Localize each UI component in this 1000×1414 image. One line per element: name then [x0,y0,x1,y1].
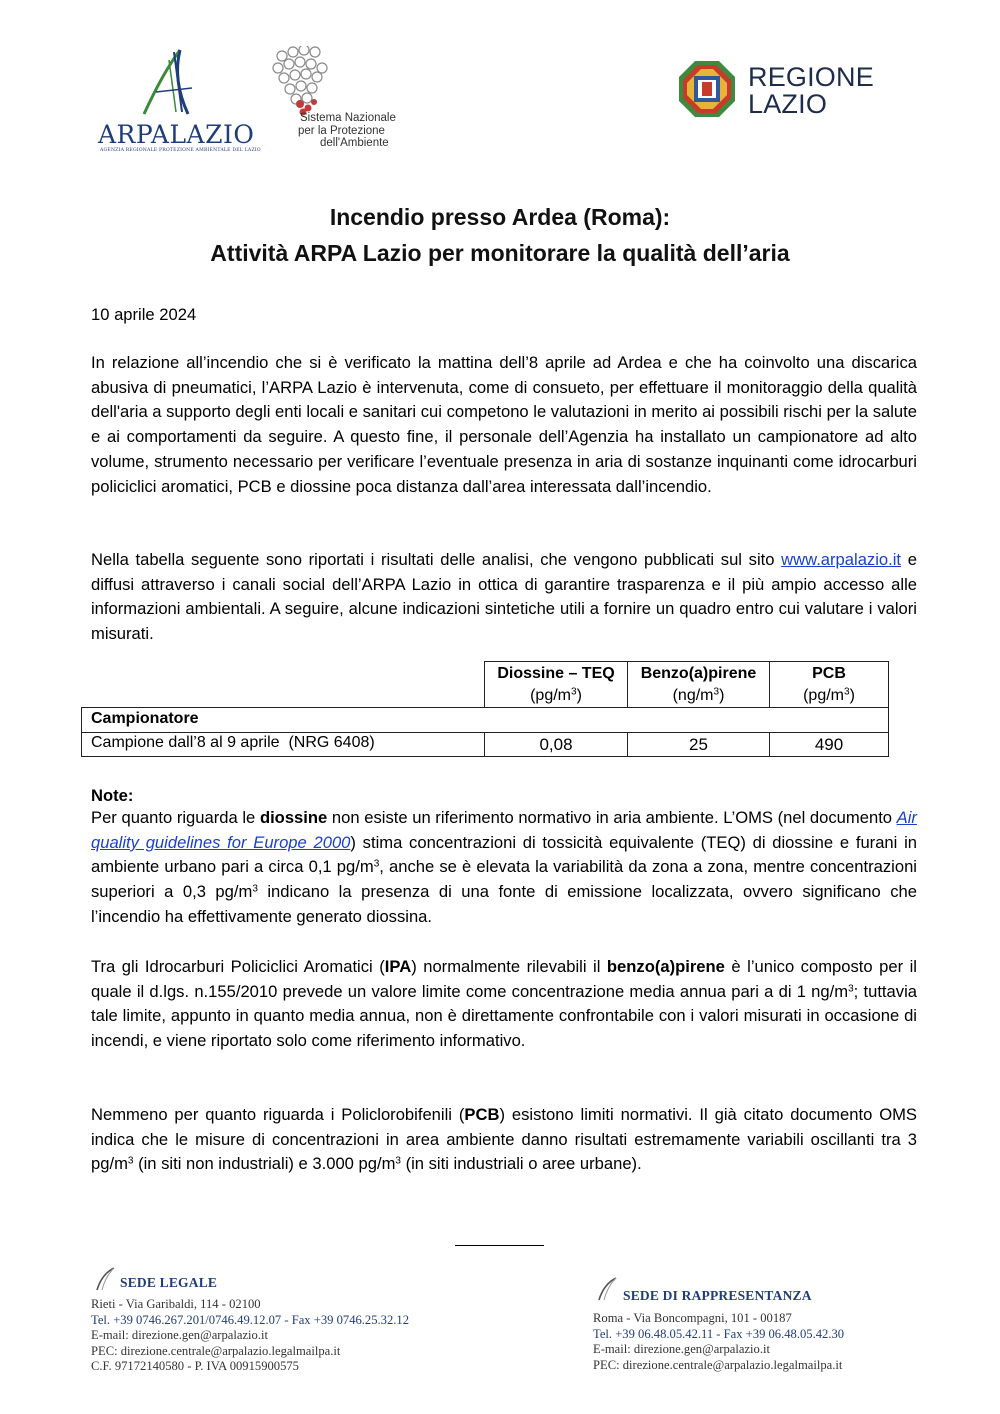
paragraph-intro: In relazione all’incendio che si è verificato la mattina dell’8 aprile ad Ardea e che ha coinvolto una discarica abusiva di pneumatici, l’ARPA Lazio è intervenuta, come di consueto, per effettuare il monitoraggio della qualità dell'aria a supporto degli enti locali e sanitari cui competono le valutazioni in merito ai possibili rischi per la salute e ai comportamenti da seguire. A questo fine, il personale dell’Agenzia ha installato un campionatore ad alto volume, strumento necessario per verificare l’eventuale presenza in aria di sostanze inquinanti come idrocarburi policiclici aromatici, PCB e diossine poca distanza dall’area interessata dall’incendio. [91,353,917,496]
bold-ipa: IPA [384,957,412,976]
sede-rappresentanza-phone: Tel. +39 06.48.05.42.11 - Fax +39 06.48.05.42.30 [593,1326,845,1341]
arpa-logo-name: ARPALAZIO [98,120,255,149]
regione-logo-line-1: REGIONE [748,62,874,92]
footer-divider [455,1245,544,1246]
title-line-1: Incendio presso Ardea (Roma): [329,204,671,230]
note-ipa: Tra gli Idrocarburi Policiclici Aromatici (IPA) normalmente rilevabili il benzo(a)pirene è l’unico composto per il quale il d.lgs. n.155/2010 prevede un valore limite come concentrazione media annua pari a di 1 $ng/m^3$; tuttavia tale limite, appunto in quanto media annua, non è direttamente confrontabile con i valori misurati in occasione di incendi, e viene riportato solo come riferimento informativo. [91,957,917,1051]
bold-diossine: diossine [259,808,328,827]
sede-legale-info [91,1297,409,1375]
column-name: PCB [812,665,846,682]
table-section-campionatore: Campionatore [81,707,889,733]
sede-rappresentanza-info [593,1311,844,1373]
snpa-logo [270,46,440,150]
regione-lazio-logo [678,60,888,120]
sede-legale-heading: SEDE LEGALE [120,1275,218,1290]
arpa-logo-subtitle: AGENZIA REGIONALE PROTEZIONE AMBIENTALE DEL LAZIO [100,148,261,153]
column-name: Benzo(a)pirene [640,665,757,682]
sede-legale-fiscal: C.F. 97172140580 - P. IVA 00915900575 [91,1359,299,1374]
column-header-benzopirene [627,661,770,708]
bold-pcb: PCB [464,1105,500,1124]
regione-logo-line-2: LAZIO [748,89,828,119]
sede-rappresentanza-email: E-mail: direzione.gen@arpalazio.it [593,1342,770,1357]
column-unit: $(ng/m^3)$ [672,686,725,704]
table-cell-diossine-value: 0,08 [484,732,628,757]
sede-legale-email: E-mail: direzione.gen@arpalazio.it [91,1328,268,1343]
oms-guidelines-link[interactable]: Air quality guidelines for Europe 2000 [91,808,917,852]
sede-rappresentanza-pec: PEC: direzione.centrale@arpalazio.legalmailpa.it [593,1357,843,1372]
sede-legale-phone: Tel. +39 0746.267.201/0746.49.12.07 - Fax +39 0746.25.32.12 [91,1312,410,1327]
sede-rappresentanza-address: Roma - Via Boncompagni, 101 - 00187 [593,1311,792,1325]
bold-benzopirene: benzo(a)pirene [606,957,725,976]
table-cell-pcb-value: 490 [769,732,889,757]
column-header-pcb [769,661,889,708]
column-unit: $(pg/m^3)$ [803,686,855,704]
document-title [80,199,920,271]
results-table [81,661,889,757]
table-row-label: Campione dall’8 al 9 aprile (NRG 6408) [81,732,485,757]
snpa-hexagon-icon [270,46,340,118]
column-name: Diossine – TEQ [497,665,615,682]
arpalazio-website-link[interactable]: www.arpalazio.it [781,550,902,569]
p2-text-after: e diffusi attraverso i canali social dell’ARPA Lazio in ottica di garantire trasparenza e il più ampio accesso alle informazioni ambientali. A seguire, alcune indicazioni sintetiche utili a fornire un quadro entro cui valutare i valori misurati. [91,550,917,644]
document-date: 10 aprile 2024 [91,305,197,324]
title-line-2: Attività ARPA Lazio per monitorare la qualità dell’aria [210,240,790,266]
sede-legale-pec: PEC: direzione.centrale@arpalazio.legalmailpa.it [91,1343,341,1358]
sede-legale-swoosh-icon [94,1266,116,1292]
regione-lazio-crest-icon [678,60,736,118]
sede-legale-address: Rieti - Via Garibaldi, 114 - 02100 [91,1297,261,1311]
sede-rappresentanza-swoosh-icon [596,1276,618,1302]
p2-text-before: Nella tabella seguente sono riportati i risultati delle analisi, che vengono pubblicati sul sito [91,550,775,569]
snpa-logo-line-1: Sistema Nazionale [300,112,396,124]
snpa-logo-line-3: dell'Ambiente [320,137,389,149]
table-cell-benzopirene-value: 25 [627,732,770,757]
sede-rappresentanza-heading: SEDE DI RAPPRESENTANZA [623,1288,812,1303]
note-pcb: Nemmeno per quanto riguarda i Policlorobifenili (PCB) esistono limiti normativi. Il già citato documento OMS indica che le misure di concentrazioni in area ambiente danno risultati estremamente variabili oscillanti tra 3 $pg/m^3$ (in siti non industriali) e 3.000 $pg/m^3$ (in siti industriali o aree urbane). [91,1105,917,1174]
note-diossine: Per quanto riguarda le diossine non esiste un riferimento normativo in aria ambiente. L’OMS (nel documento Air quality guidelines for Europe 2000) stima concentrazioni di tossicità equivalente (TEQ) di diossine e furani in ambiente urbano pari a circa 0,1 $pg/m^3$, anche se è elevata la variabilità da zona a zona, mentre concentrazioni superiori a 0,3 $pg/m^3$ indicano la presenza di una fonte di emissione localizzata, ovvero significano che l’incendio ha effettivamente generato diossina. [91,808,917,926]
column-header-diossine [484,661,628,708]
arpa-a-mark-icon [136,48,206,118]
snpa-logo-line-2: per la Protezione [298,125,385,137]
notes-heading: Note: [91,786,134,805]
paragraph-table-intro [91,548,917,647]
column-unit: $(pg/m^3)$ [530,686,582,704]
arpalazio-logo [96,48,261,158]
